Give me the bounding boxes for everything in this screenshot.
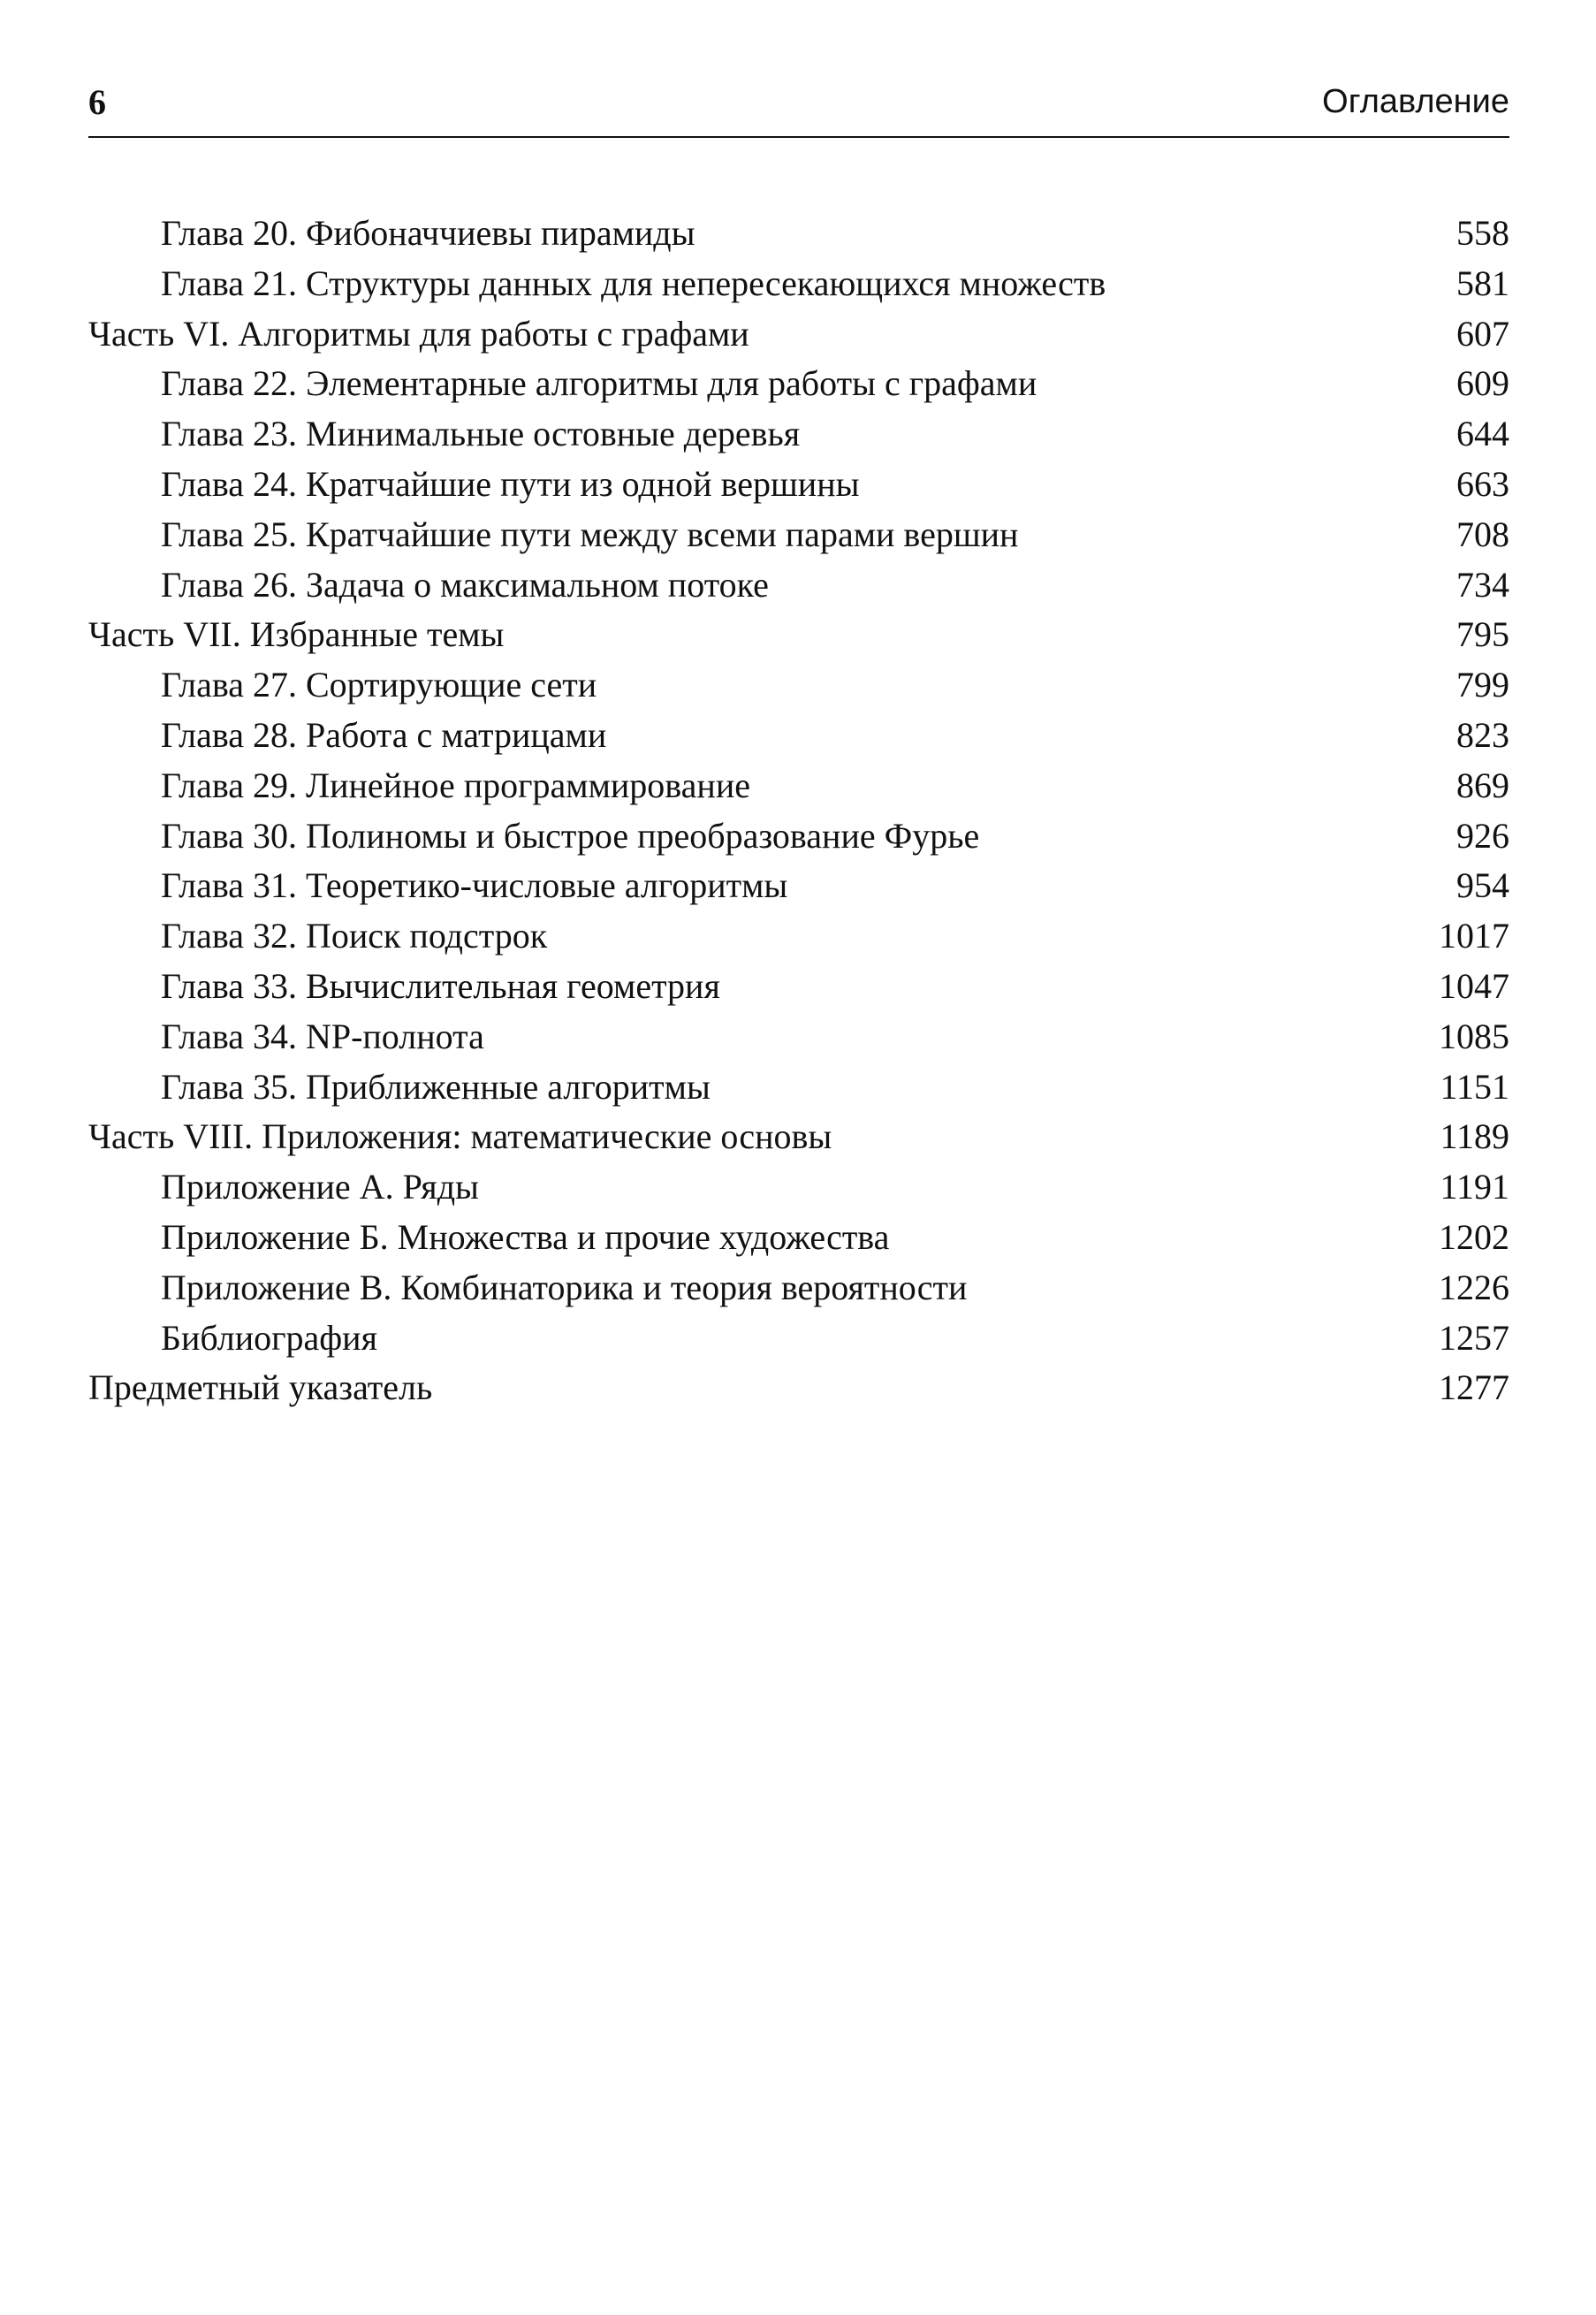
toc-entry-title: Приложение Б. Множества и прочие художества: [161, 1216, 890, 1257]
toc-entry-page-number: 1202: [1439, 1216, 1509, 1257]
toc-chapter-entry[interactable]: [88, 359, 1509, 409]
toc-chapter-entry[interactable]: [88, 409, 1509, 460]
toc-entry-title: Часть VI. Алгоритмы для работы с графами: [88, 313, 749, 354]
toc-chapter-entry[interactable]: [88, 911, 1509, 962]
toc-entry-title: Глава 27. Сортирующие сети: [161, 665, 597, 705]
toc-part-entry[interactable]: [88, 610, 1509, 660]
toc-entry-page-number: 1085: [1439, 1016, 1509, 1056]
toc-chapter-entry[interactable]: [88, 209, 1509, 259]
toc-entry-title: Глава 25. Кратчайшие пути между всеми парами вершин: [161, 514, 1019, 554]
toc-entry-title: Глава 22. Элементарные алгоритмы для работы с графами: [161, 363, 1037, 404]
toc-entry-title: Глава 20. Фибоначчиевы пирамиды: [161, 213, 695, 253]
toc-entry-page-number: 708: [1456, 514, 1509, 554]
page-header: [88, 78, 1509, 138]
toc-entry-title: Приложение А. Ряды: [161, 1167, 479, 1207]
toc-entry-page-number: 644: [1456, 414, 1509, 454]
toc-part-entry[interactable]: [88, 1363, 1509, 1413]
toc-entry-page-number: 607: [1456, 313, 1509, 354]
toc-entry-title: Глава 23. Минимальные остовные деревья: [161, 414, 801, 454]
toc-entry-page-number: 558: [1456, 213, 1509, 253]
toc-entry-page-number: 926: [1456, 815, 1509, 856]
toc-entry-title: Библиография: [161, 1317, 377, 1358]
toc-chapter-entry[interactable]: [88, 861, 1509, 911]
toc-chapter-entry[interactable]: [88, 460, 1509, 510]
toc-entry-title: Глава 29. Линейное программирование: [161, 765, 750, 805]
toc-entry-page-number: 663: [1456, 463, 1509, 504]
toc-entry-title: Предметный указатель: [88, 1367, 433, 1408]
toc-entry-title: Глава 31. Теоретико-числовые алгоритмы: [161, 865, 788, 906]
toc-entry-title: Глава 33. Вычислительная геометрия: [161, 965, 720, 1006]
toc-entry-page-number: 823: [1456, 714, 1509, 755]
toc-chapter-entry[interactable]: [88, 1162, 1509, 1213]
toc-chapter-entry[interactable]: [88, 1062, 1509, 1113]
toc-entry-title: Глава 24. Кратчайшие пути из одной вершины: [161, 463, 860, 504]
toc-chapter-entry[interactable]: [88, 761, 1509, 811]
toc-chapter-entry[interactable]: [88, 560, 1509, 611]
toc-entry-page-number: 734: [1456, 564, 1509, 605]
toc-entry-title: Часть VII. Избранные темы: [88, 614, 505, 655]
page-number: 6: [88, 82, 106, 122]
toc-entry-page-number: 869: [1456, 765, 1509, 805]
toc-entry-title: Глава 21. Структуры данных для непересекающихся множеств: [161, 263, 1106, 303]
toc-entry-title: Часть VIII. Приложения: математические основы: [88, 1116, 832, 1157]
toc-entry-title: Глава 28. Работа с матрицами: [161, 714, 607, 755]
table-of-contents: [88, 209, 1509, 1413]
toc-entry-page-number: 1047: [1439, 965, 1509, 1006]
toc-entry-page-number: 581: [1456, 263, 1509, 303]
toc-chapter-entry[interactable]: [88, 811, 1509, 862]
toc-part-entry[interactable]: [88, 309, 1509, 360]
toc-chapter-entry[interactable]: [88, 711, 1509, 761]
toc-chapter-entry[interactable]: [88, 962, 1509, 1012]
toc-entry-page-number: 1189: [1440, 1116, 1509, 1157]
toc-chapter-entry[interactable]: [88, 1012, 1509, 1062]
toc-entry-title: Глава 32. Поиск подстрок: [161, 916, 548, 956]
toc-entry-page-number: 1151: [1440, 1066, 1509, 1107]
toc-entry-title: Глава 30. Полиномы и быстрое преобразование Фурье: [161, 815, 980, 856]
toc-entry-title: Глава 26. Задача о максимальном потоке: [161, 564, 769, 605]
toc-entry-page-number: 1277: [1439, 1367, 1509, 1408]
toc-entry-page-number: 799: [1456, 665, 1509, 705]
toc-chapter-entry[interactable]: [88, 259, 1509, 309]
toc-entry-page-number: 609: [1456, 363, 1509, 404]
toc-chapter-entry[interactable]: [88, 510, 1509, 560]
toc-chapter-entry[interactable]: [88, 660, 1509, 711]
toc-entry-page-number: 1257: [1439, 1317, 1509, 1358]
toc-entry-title: Глава 35. Приближенные алгоритмы: [161, 1066, 711, 1107]
toc-chapter-entry[interactable]: [88, 1213, 1509, 1263]
toc-entry-title: Глава 34. NP-полнота: [161, 1016, 484, 1056]
toc-chapter-entry[interactable]: [88, 1263, 1509, 1314]
toc-entry-page-number: 1017: [1439, 916, 1509, 956]
toc-chapter-entry[interactable]: [88, 1314, 1509, 1364]
toc-entry-title: Приложение В. Комбинаторика и теория вероятности: [161, 1267, 968, 1307]
toc-entry-page-number: 795: [1456, 614, 1509, 655]
running-title: Оглавление: [1322, 83, 1509, 120]
toc-entry-page-number: 1191: [1440, 1167, 1509, 1207]
toc-part-entry[interactable]: [88, 1112, 1509, 1162]
toc-entry-page-number: 1226: [1439, 1267, 1509, 1307]
toc-entry-page-number: 954: [1456, 865, 1509, 906]
